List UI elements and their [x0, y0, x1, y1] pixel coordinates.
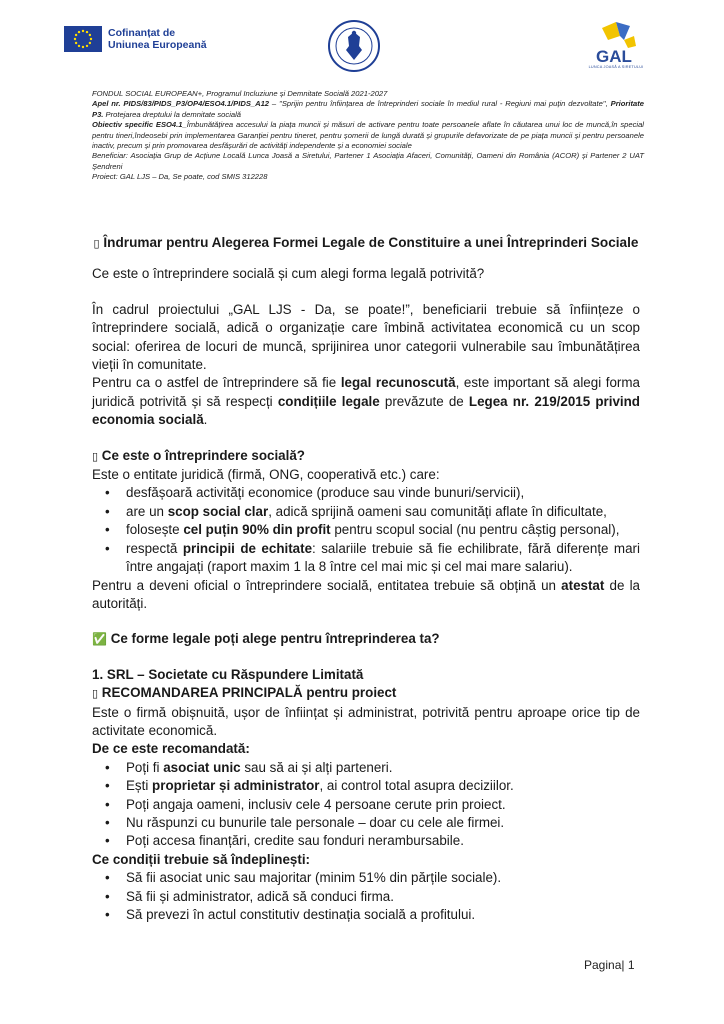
text-run: pentru scopul social (nu pentru câștig personal),: [330, 522, 620, 538]
srl-recommendation: [92, 684, 640, 703]
missing-glyph-icon: ▯: [92, 687, 99, 701]
section-heading-what-is: [92, 447, 640, 466]
prioritate-label: Prioritate P3.: [92, 99, 644, 119]
page-number: 1: [627, 958, 635, 972]
text-run: are un: [126, 503, 168, 519]
eu-flag-icon: [64, 26, 102, 52]
characteristics-list: [92, 484, 640, 576]
text-run: , este important să alegi forma juridică potrivită și să respecți: [92, 375, 640, 409]
list-item: [126, 777, 640, 795]
obiectiv-text: Îmbunătățirea accesului la piața muncii și măsuri de activare pentru toate persoanele aflate în căutarea unui loc de muncă,în special pentru tineri,îndeosebi prin implementarea Garanției pentru tineret, pentru șomerii de lungă durată și grupurile defavorizate de pe piața muncii și pentru persoanele inactiv, precum și prin promovarea desfășurări de activități independente și a economiei sociale: [92, 120, 644, 151]
document-title: [92, 234, 640, 253]
srl-heading: 1. SRL – Societate cu Răspundere Limitată: [92, 666, 364, 682]
eu-logo-text: [108, 27, 207, 51]
apel-text: – ''Sprijin pentru înființarea de întreprinderi sociale în mediul rural - Regiuni mai puțin dezvoltate'',: [269, 99, 611, 109]
text-run: Ești: [126, 778, 153, 794]
svg-text:GAL: GAL: [596, 47, 632, 66]
text-run: , adică sprijină oameni sau comunități aflate în dificultate,: [268, 503, 607, 519]
obiectiv-line: [92, 120, 644, 151]
law-reference: Legea nr. 219/2015 privind economia socială: [92, 393, 640, 428]
list-item: [126, 759, 640, 777]
page-separator: |: [621, 958, 625, 972]
list-item: • desfășoară activități economice (produce sau vinde bunuri/servicii),: [126, 484, 640, 502]
section1-intro: Este o entitate juridică (firmă, ONG, cooperativă etc.) care:: [92, 467, 440, 483]
list-item: • Să fii și administrator, adică să conduci firma.: [126, 888, 640, 906]
list-item: • Să fii asociat unic sau majoritar (minim 51% din părțile sociale).: [126, 869, 640, 887]
bold-text-run: scop social clar: [167, 503, 269, 519]
page-label: Pagina: [584, 958, 622, 972]
why-recommended-list: [92, 759, 640, 851]
page-footer: [584, 958, 635, 972]
check-mark-icon: ✅: [92, 632, 107, 647]
list-item: • Să prevezi în actul constitutiv destinația socială a profitului.: [126, 906, 640, 924]
text-run: Pentru ca o astfel de întreprindere să fie: [92, 375, 341, 391]
section1-outro: [92, 577, 640, 614]
recommendation-text: RECOMANDAREA PRINCIPALĂ pentru proiect: [101, 685, 397, 701]
proiect-line: Proiect: GAL LJS – Da, Se poate, cod SMIS 312228: [92, 172, 268, 182]
bold-text-run: atestat: [561, 577, 605, 593]
missing-glyph-icon: ▯: [93, 237, 100, 250]
text-run: folosește: [126, 522, 184, 538]
text-run: respectă: [126, 540, 183, 556]
text-run: Pentru a deveni oficial o întreprindere socială, entitatea trebuie să obțină un: [92, 577, 562, 593]
apel-label: Apel nr. PIDS/83/PIDS_P3/OP4/ESO4.1/PIDS_A12: [92, 99, 270, 109]
bold-text-run: proprietar și administrator: [152, 778, 320, 794]
text-run: sau să ai și alți parteneri.: [240, 759, 393, 775]
srl-description: Este o firmă obișnuită, ușor de înființat și administrat, potrivită pentru aproape orice tip de activitate economică.: [92, 704, 640, 738]
list-item: • Poți accesa finanțări, credite sau fonduri nerambursabile.: [126, 832, 640, 850]
list-item: [126, 540, 640, 577]
bold-text-run: cel puțin 90% din profit: [183, 522, 331, 538]
text-run: de la autorități.: [92, 577, 640, 611]
why-recommended-heading: De ce este recomandată:: [92, 741, 250, 757]
project-info-block: [92, 89, 644, 183]
list-item: [126, 521, 640, 539]
eu-logo-line1: Cofinanțat de: [108, 27, 176, 39]
eu-cofinancing-logo: [64, 26, 207, 52]
document-title-text: Îndrumar pentru Alegerea Formei Legale de Constituire a unei Întreprinderi Sociale: [103, 235, 639, 250]
text-run: : salariile trebuie să fie echilibrate, fără diferențe mari între angajați (raport maxim 1 la 8 între cel mai mic și cel mai mare salariu).: [126, 540, 640, 575]
text-run: , ai control total asupra deciziilor.: [319, 778, 514, 794]
beneficiar-line: Beneficiar: Asociația Grup de Acțiune Locală Lunca Joasă a Siretului, Partener 1 Asociația Afaceri, Comunități, Oameni din România (ACOR) și Partener 2 UAT Șendreni: [92, 151, 644, 171]
text-run: .: [203, 412, 208, 428]
text-run: Poți fi: [126, 759, 164, 775]
text-run: prevăzute de: [379, 393, 469, 409]
section-heading-text: Ce forme legale poți alege pentru întreprinderea ta?: [110, 631, 440, 647]
obiectiv-label: Obiectiv specific ESO4.1_: [92, 120, 187, 130]
apel-line: [92, 99, 644, 120]
conditions-heading: Ce condiții trebuie să îndeplinești:: [92, 851, 311, 867]
program-line: FONDUL SOCIAL EUROPEAN+, Programul Incluziune și Demnitate Socială 2021-2027: [92, 89, 388, 98]
intro-paragraph-1: În cadrul proiectului „GAL LJS - Da, se poate!”, beneficiarii trebuie să înființeze o întreprindere socială, adică o organizație care îmbină activitatea economică cu un scop social: oferirea de locuri de muncă, sprijinirea unor categorii vulnerabile sau îmbunătățirea vieții în comunitate.: [92, 301, 640, 373]
prioritate-text: Protejarea dreptului la demnitate socială: [103, 109, 242, 119]
bold-text-run: condițiile legale: [277, 393, 380, 409]
bold-text-run: legal recunoscută: [340, 375, 456, 391]
intro-question: Ce este o întreprindere socială și cum alegi forma legală potrivită?: [92, 266, 485, 282]
missing-glyph-icon: ▯: [92, 449, 99, 463]
bold-text-run: principii de echitate: [182, 540, 313, 556]
gal-logo-subtext: LUNCA JOASĂ A SIRETULUI: [588, 65, 644, 69]
romanian-government-seal-logo: [328, 20, 380, 72]
list-item: • Poți angaja oameni, inclusiv cele 4 persoane cerute prin proiect.: [126, 796, 640, 814]
eu-logo-line2: Uniunea Europeană: [108, 39, 207, 51]
list-item: [126, 503, 640, 521]
intro-paragraph-2: [92, 374, 640, 429]
section-heading-text: Ce este o întreprindere socială?: [101, 447, 305, 463]
conditions-list: [92, 869, 640, 924]
document-body: [92, 234, 640, 924]
list-item: • Nu răspunzi cu bunurile tale personale – doar cu cele ale firmei.: [126, 814, 640, 832]
section-heading-legal-forms: [92, 630, 640, 648]
bold-text-run: asociat unic: [163, 759, 241, 775]
